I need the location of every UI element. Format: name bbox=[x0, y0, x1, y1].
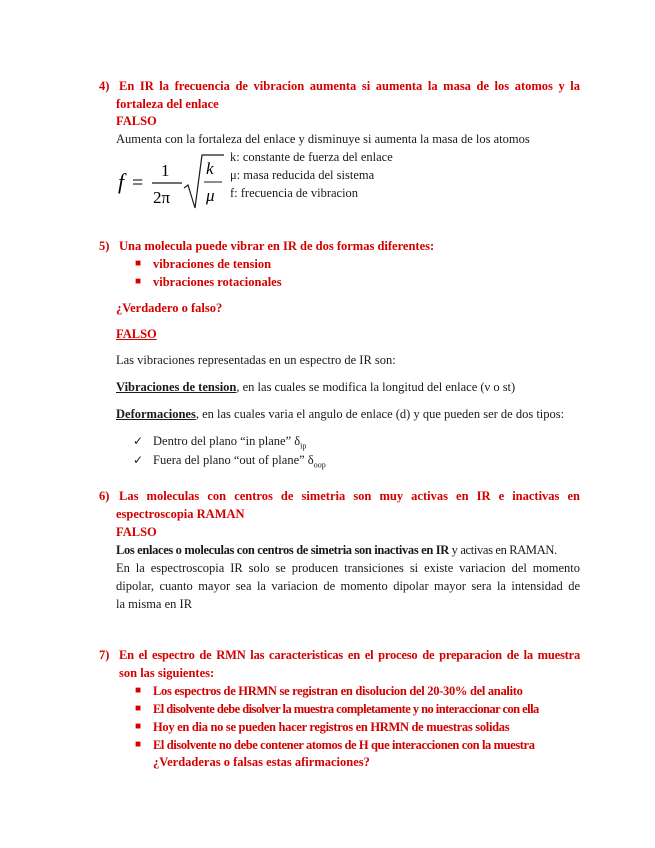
bullet-icon: ■ bbox=[135, 276, 142, 287]
q6-statement-bold: Los enlaces o moleculas con centros de simetria son inactivas en IR bbox=[116, 543, 449, 557]
q5-answer: FALSO bbox=[116, 327, 157, 341]
bullet-icon: ■ bbox=[135, 703, 142, 714]
q5-bullet-2: vibraciones rotacionales bbox=[153, 275, 282, 289]
formula-one: 1 bbox=[161, 161, 170, 180]
frequency-formula bbox=[116, 152, 226, 214]
check-in-plane-sub: ip bbox=[300, 441, 307, 451]
q5-bullet-1: vibraciones de tension bbox=[153, 257, 272, 271]
q4-text-line1: En IR la frecuencia de vibracion aumenta si aumenta la masa de los atomos y la bbox=[119, 79, 580, 93]
check-in-plane-text: Dentro del plano “in plane” δ bbox=[153, 434, 301, 448]
q7-text-line1: En el espectro de RMN las caracteristicas en el proceso de preparacion de la muestra bbox=[119, 648, 580, 662]
q7-text-line2: son las siguientes: bbox=[119, 666, 215, 680]
bullet-icon: ■ bbox=[135, 685, 142, 696]
formula-equals: = bbox=[132, 172, 144, 194]
deform-label: Deformaciones bbox=[116, 407, 196, 421]
q6-para-line2: dipolar, cuanto mayor sea la variacion de momento dipolar mayor sera la intensidad de bbox=[116, 579, 580, 593]
checkmark-icon: ✓ bbox=[133, 434, 144, 448]
deform-text: , en las cuales varia el angulo de enlace (d) y que pueden ser de dos tipos: bbox=[195, 407, 565, 421]
q5-number: 5) bbox=[99, 239, 110, 253]
q4-answer: FALSO bbox=[116, 114, 157, 128]
q6-text-line2: espectroscopia RAMAN bbox=[116, 507, 245, 521]
q6-statement bbox=[116, 541, 557, 559]
q6-answer: FALSO bbox=[116, 525, 157, 539]
checkmark-icon: ✓ bbox=[133, 453, 144, 467]
q4-text-line2: fortaleza del enlace bbox=[116, 97, 219, 111]
legend-mu: μ: masa reducida del sistema bbox=[230, 168, 375, 182]
legend-f: f: frecuencia de vibracion bbox=[230, 186, 359, 200]
check-out-plane-text: Fuera del plano “out of plane” δ bbox=[153, 453, 314, 467]
q7-bullet-2: El disolvente debe disolver la muestra completamente y no interaccionar con ella bbox=[153, 702, 539, 716]
legend-k: k: constante de fuerza del enlace bbox=[230, 150, 393, 164]
check-out-plane-sub: oop bbox=[313, 460, 326, 470]
q6-para-line3: la misma en IR bbox=[116, 597, 193, 611]
q7-number: 7) bbox=[99, 648, 110, 662]
q5-tension-line bbox=[116, 378, 515, 396]
q6-number: 6) bbox=[99, 489, 110, 503]
formula-two-pi: 2π bbox=[153, 188, 171, 207]
tension-label: Vibraciones de tension bbox=[116, 380, 237, 394]
q7-bullet-3: Hoy en dia no se pueden hacer registros en HRMN de muestras solidas bbox=[153, 720, 510, 734]
check-out-plane bbox=[153, 451, 326, 475]
formula-mu: μ bbox=[206, 186, 215, 205]
tension-text: , en las cuales se modifica la longitud del enlace (ν o st) bbox=[236, 380, 516, 394]
q7-bullet-1: Los espectros de HRMN se registran en disolucion del 20-30% del analito bbox=[153, 684, 523, 698]
q4-number: 4) bbox=[99, 79, 110, 93]
bullet-icon: ■ bbox=[135, 258, 142, 269]
q5-text: Una molecula puede vibrar en IR de dos formas diferentes: bbox=[119, 239, 435, 253]
q6-para-line1: En la espectroscopia IR solo se producen transiciones si existe variacion del momento bbox=[116, 561, 580, 575]
bullet-icon: ■ bbox=[135, 739, 142, 750]
bullet-icon: ■ bbox=[135, 721, 142, 732]
q5-intro: Las vibraciones representadas en un espectro de IR son: bbox=[116, 353, 396, 367]
formula-f: f bbox=[118, 169, 125, 194]
q6-text-line1: Las moleculas con centros de simetria son muy activas en IR e inactivas en bbox=[119, 489, 580, 503]
q5-deform-line bbox=[116, 405, 564, 423]
q5-question: ¿Verdadero o falso? bbox=[116, 301, 223, 315]
q7-question: ¿Verdaderas o falsas estas afirmaciones? bbox=[153, 755, 370, 769]
q7-bullet-4: El disolvente no debe contener atomos de H que interaccionen con la muestra bbox=[153, 738, 535, 752]
q4-explanation: Aumenta con la fortaleza del enlace y disminuye si aumenta la masa de los atomos bbox=[116, 132, 530, 146]
q6-statement-rest: y activas en RAMAN. bbox=[448, 543, 557, 557]
formula-k: k bbox=[206, 159, 214, 178]
